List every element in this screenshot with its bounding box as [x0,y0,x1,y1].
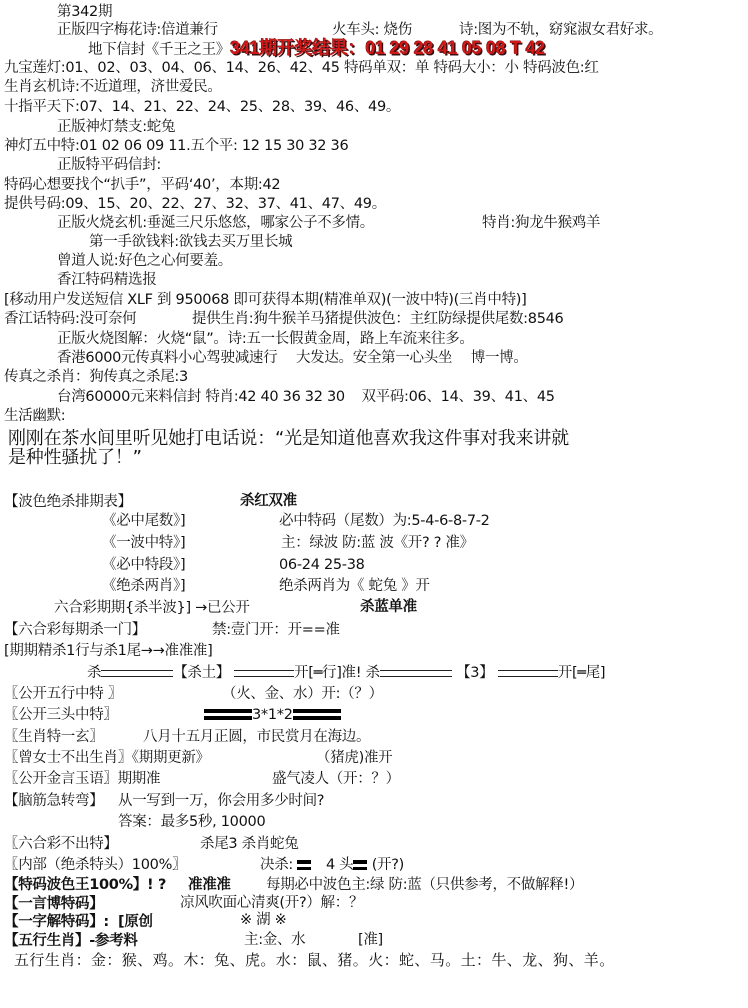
double-line [380,670,452,677]
wave-king-mid: 准准准 [188,877,231,893]
double-flat: 双平码:06、14、39、41、45 [361,389,555,405]
kill-three: 【3】 [456,665,494,681]
headline-line [88,38,545,60]
zodiac-special-label: 〖生肖特一玄〗 [4,729,104,745]
flat-envelope: 正版特平码信封: [57,157,161,173]
xiangjiang-code: 香江话特码:没可奈何 [4,311,137,327]
door-value: 禁:壹门开：开==准 [212,622,340,638]
lamp-five: 神灯五中特:01 02 06 09 11.五个平: 12 15 30 32 36 [4,138,349,154]
fire-diagram: 正版火烧图解：火烧“鼠”。诗:五一长假黄金周，路上车流来往多。 [57,331,474,347]
lady-value: （猪虎)准开 [316,750,393,766]
bars-icon [353,860,367,870]
train-head: 火车头: 烧伤 [332,22,412,38]
wave-king-value: 每期必中波色主:绿 防:蓝（只供参考，不做解释!） [266,877,584,893]
table-row-label: 《一波中特》] [102,535,186,551]
first-hand: 第一手欲钱料:欲钱去买万里长城 [89,234,293,250]
fax-kill: 传真之杀肖：狗传真之杀尾:3 [4,369,188,385]
double-line [234,670,294,677]
table-row-label: 《必中尾数》] [102,513,186,529]
no-special-value: 杀尾3 杀肖蛇兔 [200,836,299,852]
lotus-numbers: 九宝莲灯:01、02、03、04、06、14、26、42、45 [4,60,340,76]
provided-numbers: 提供号码:09、15、20、22、27、32、37、41、47、49。 [4,196,386,212]
taiwan-line [57,387,555,407]
one-char-value: ※ 湖 ※ [240,912,287,928]
hk-fax-2: 大发达。安全第一心头坐 [295,350,453,366]
wuxing-sub: -参考料 [89,933,138,949]
one-word-label: 【一言博特码】 [4,896,104,912]
fire-mystery-line [57,213,601,233]
three-heads-label: 〖公开三头中特〗 [4,707,118,723]
wuxing-zodiac-list: 五行生肖：金：猴、鸡。木：兔、虎。水：鼠、猪。火：蛇、马。土：牛、龙、狗、羊。 [14,951,615,969]
kill-a: 杀 [87,665,102,681]
issue-number: 第342期 [57,4,113,20]
wuxing-tag: [准] [358,932,383,948]
hk-fax-3: 博一博。 [470,350,528,366]
inner-row [260,855,404,875]
three-heads-row [204,705,341,725]
three-heads-value: 3*1*2 [252,707,293,723]
draw-result-headline: 341期开奖结果：01 29 28 41 05 08 T 42 [230,38,545,58]
big-small: 特码大小：小 [433,60,519,76]
joke-line-2: 是种性骚扰了！” [8,447,142,468]
pickpocket-line: 特码心想要找个“扒手”，平码‘40’，本期:42 [4,177,281,193]
xiangjiang-report: 香江特码精选报 [57,272,157,288]
hk-fax-line [57,348,528,368]
table-row-value: 绝杀两肖为《 蛇兔 》开 [279,578,430,594]
odd-even: 特码单双：单 [343,60,430,76]
one-char-label: 【一字解特码】: [4,914,109,930]
brain-teaser-label: 【脑筋急转弯】 [4,793,104,809]
kill-c: 开[═行]准! [294,665,362,681]
bars-icon [297,860,311,870]
five-elements-value: （火、金、水）开:（？） [222,686,383,702]
provided-zodiac: 提供生肖:狗牛猴羊马猪提供波色：主红防绿提供尾数:8546 [192,311,564,327]
kill-d: 杀 [365,665,380,681]
wuxing-main: 主:金、水 [244,932,306,948]
bars-icon [204,709,252,721]
wave-king-label: 【特码波色王100%】! ? [4,877,167,893]
lady-label: 〖曾女士不出生肖〗《期期更新》 [4,750,210,766]
no-special-label: 〖六合彩不出特】 [4,836,118,852]
kill-f: 开[═尾] [557,665,606,681]
door-label: 【六合彩每期杀一门】 [4,622,146,638]
half-wave-verdict: 杀蓝单准 [360,599,417,615]
wave-table-verdict: 杀红双准 [240,493,297,509]
zodiac-poem: 生肖玄机诗:不近道理，济世爱民。 [4,79,222,95]
special-zodiac: 特肖:狗龙牛猴鸡羊 [482,215,601,231]
lamp-ban: 正版神灯禁支:蛇兔 [57,119,176,135]
zodiac-special-value: 八月十五月正圆，市民赏月在海边。 [143,729,371,745]
five-elements-label: 〖公开五行中特 〗 [4,686,122,702]
wuxing-label: 【五行生肖】 [4,933,90,949]
inner-open: (开?) [371,857,404,873]
double-line [498,670,558,677]
inner-head: 4 头 [325,857,354,873]
half-wave: 六合彩期期{杀半波}] →已公开 [54,600,250,616]
wave-color: 特码波色:红 [523,60,599,76]
bars-icon [293,709,341,721]
brain-teaser-question: 从一写到一万，你会用多少时间? [118,793,325,809]
kill-row [87,663,605,683]
poem: 诗:图为不轨，窈窕淑女君好求。 [459,22,663,38]
lotus-line [4,58,599,78]
plum-poem-line [57,20,663,40]
sms-promo: [移动用户发送短信 XLF 到 950068 即可获得本期(精准单双)(一波中特)(三肖中特)] [4,292,527,308]
humor-title: 生活幽默: [4,408,66,424]
wave-table-title: 【波色绝杀排期表】 [4,494,132,510]
envelope-title: 地下信封《千王之王》 [88,42,230,58]
joke-line-1: 刚刚在茶水间里听见她打电话说：“光是知道他喜欢我这件事对我来讲就 [8,428,569,449]
hk-fax: 香港6000元传真料小心驾驶减速行 [57,350,278,366]
brain-teaser-answer: 答案：最多5秒, 10000 [118,814,266,830]
taoist-says: 曾道人说:好色之心何要羞。 [57,253,232,269]
ten-fingers: 十指平天下:07、14、21、22、24、25、28、39、46、49。 [4,99,401,115]
wuxing-label-row [4,931,138,951]
kill-title: [期期精杀1行与杀1尾→→准准准] [4,643,213,659]
fire-mystery: 正版火烧玄机:垂涎三尺乐悠悠，哪家公子不多情。 [57,215,374,231]
table-row-value: 必中特码（尾数）为:5-4-6-8-7-2 [279,513,490,529]
double-line [101,670,173,677]
table-row-label: 《绝杀两肖》] [102,578,186,594]
kill-earth: 【杀土】 [173,665,231,681]
plum-poem: 正版四字梅花诗:倍道兼行 [57,22,218,38]
inner-label: 〖内部（绝杀特头）100%〗 [4,857,187,873]
taiwan-envelope: 台湾60000元来料信封 特肖:42 40 36 32 30 [57,389,345,405]
table-row-value: 主：绿波 防:蓝 波《开? ? 准》 [281,535,474,551]
table-row-value: 06-24 25-38 [279,557,365,573]
one-word-value: 凉风吹面心清爽(开?）解：？ [180,895,364,911]
inner-kill: 决杀: [260,857,293,873]
golden-words-label: 〖公开金言玉语〗期期准 [4,771,161,787]
one-char-mid: [原创 [118,914,153,930]
table-row-label: 《必中特段》] [102,557,186,573]
xiangjiang-line [4,309,564,329]
golden-words-value: 盛气凌人（开：？） [272,771,400,787]
